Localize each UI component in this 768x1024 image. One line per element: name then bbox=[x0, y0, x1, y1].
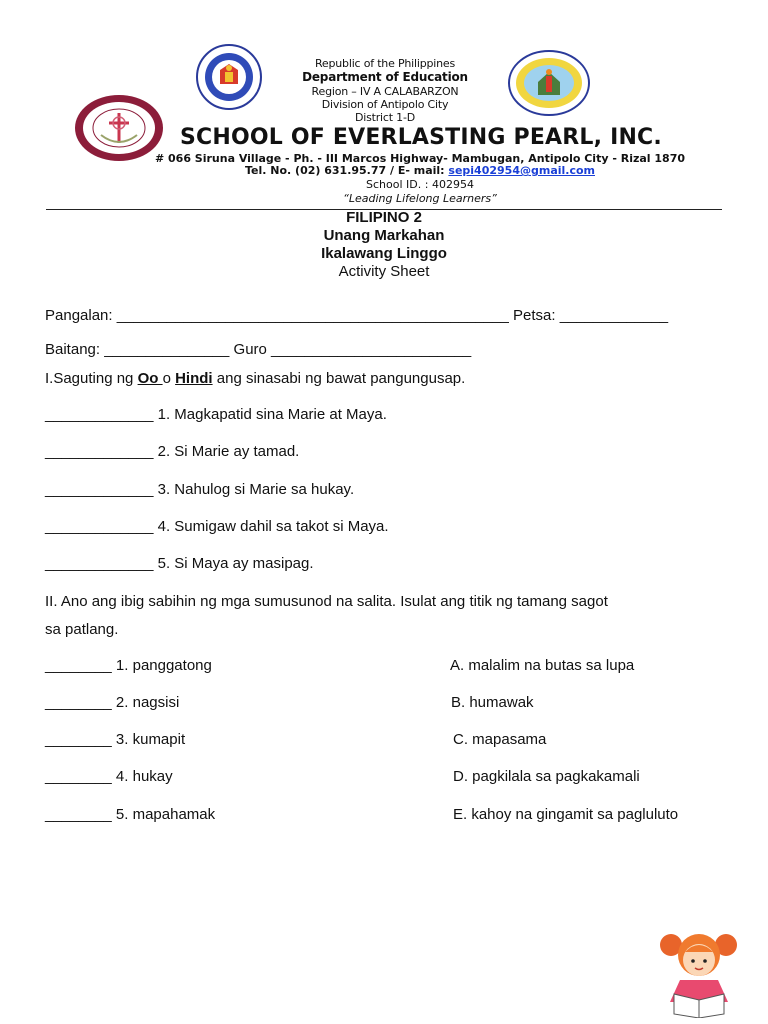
oo-keyword: Oo bbox=[137, 370, 163, 387]
answer-blank[interactable]: _____________ bbox=[45, 518, 154, 535]
word-text: 2. nagsisi bbox=[115, 694, 180, 711]
part2-item bbox=[45, 768, 173, 785]
name-label: Pangalan: bbox=[45, 307, 117, 324]
hindi-keyword: Hindi bbox=[175, 370, 213, 387]
date-label: Petsa: bbox=[508, 307, 560, 324]
date-field[interactable]: _____________ bbox=[559, 307, 669, 324]
item-text: 3. Nahulog si Marie sa hukay. bbox=[157, 481, 355, 498]
answer-blank[interactable]: _____________ bbox=[45, 555, 154, 572]
part1-item bbox=[45, 443, 299, 460]
item-text: 2. Si Marie ay tamad. bbox=[157, 443, 300, 460]
word-text: 4. hukay bbox=[115, 768, 173, 785]
item-text: 5. Si Maya ay masipag. bbox=[157, 555, 314, 572]
part2-choice: D. pagkilala sa pagkakamali bbox=[453, 768, 640, 785]
answer-blank[interactable]: ________ bbox=[45, 694, 112, 711]
part2-choice: B. humawak bbox=[451, 694, 534, 711]
answer-blank[interactable]: _____________ bbox=[45, 443, 154, 460]
part2-instruction-line1: II. Ano ang ibig sabihin ng mga sumusunod na salita. Isulat ang titik ng tamang sagot bbox=[45, 593, 608, 610]
part2-item bbox=[45, 657, 212, 674]
header-department: Department of Education bbox=[302, 70, 468, 84]
answer-blank[interactable]: ________ bbox=[45, 657, 112, 674]
reading-girl-illustration bbox=[658, 922, 740, 1023]
answer-blank[interactable]: _____________ bbox=[45, 406, 154, 423]
part1-instruction-suffix: ang sinasabi ng bawat pangungusap. bbox=[212, 370, 466, 387]
word-text: 3. kumapit bbox=[115, 731, 186, 748]
part1-item bbox=[45, 555, 314, 572]
name-field[interactable]: _______________________________________________ bbox=[116, 307, 509, 324]
part2-instruction-line2: sa patlang. bbox=[45, 621, 119, 638]
item-text: 4. Sumigaw dahil sa takot si Maya. bbox=[157, 518, 389, 535]
grade-field[interactable]: _______________ bbox=[104, 341, 230, 358]
item-text: 1. Magkapatid sina Marie at Maya. bbox=[157, 406, 387, 423]
grade-label: Baitang: bbox=[45, 341, 105, 358]
part2-choice: C. mapasama bbox=[453, 731, 547, 748]
school-address: # 066 Siruna Village - Ph. - III Marcos Highway- Mambugan, Antipolo City - Rizal 1870 bbox=[154, 152, 686, 165]
part1-item bbox=[45, 406, 387, 423]
subject-title: FILIPINO 2 bbox=[346, 209, 422, 226]
answer-blank[interactable]: _____________ bbox=[45, 481, 154, 498]
header-region: Region – IV A CALABARZON bbox=[311, 85, 459, 98]
answer-blank[interactable]: ________ bbox=[45, 806, 112, 823]
header-country: Republic of the Philippines bbox=[314, 57, 456, 70]
part2-item bbox=[45, 731, 185, 748]
teacher-label: Guro bbox=[229, 341, 272, 358]
part1-instruction bbox=[45, 370, 465, 387]
word-text: 1. panggatong bbox=[115, 657, 212, 674]
grade-teacher-row bbox=[45, 341, 471, 358]
school-id: School ID. : 402954 bbox=[366, 178, 474, 191]
school-contact bbox=[140, 164, 700, 177]
part2-item bbox=[45, 694, 179, 711]
part1-instruction-middle: o bbox=[162, 370, 176, 387]
answer-blank[interactable]: ________ bbox=[45, 768, 112, 785]
email-link[interactable]: sepi402954@gmail.com bbox=[448, 164, 595, 177]
telephone-text: Tel. No. (02) 631.95.77 / E- mail: bbox=[244, 164, 449, 177]
school-motto: “Leading Lifelong Learners” bbox=[343, 192, 497, 205]
part1-instruction-prefix: I.Saguting ng bbox=[45, 370, 138, 387]
sheet-title: Activity Sheet bbox=[338, 263, 430, 280]
header-district: District 1-D bbox=[354, 111, 416, 124]
part1-item bbox=[45, 481, 354, 498]
name-date-row bbox=[45, 307, 668, 324]
part2-item bbox=[45, 806, 215, 823]
teacher-field[interactable]: ________________________ bbox=[271, 341, 472, 358]
school-name: SCHOOL OF EVERLASTING PEARL, INC. bbox=[180, 125, 662, 150]
part2-choice: A. malalim na butas sa lupa bbox=[450, 657, 635, 674]
header-division: Division of Antipolo City bbox=[321, 98, 449, 111]
answer-blank[interactable]: ________ bbox=[45, 731, 112, 748]
part2-choice: E. kahoy na gingamit sa pagluluto bbox=[453, 806, 679, 823]
quarter-title: Unang Markahan bbox=[323, 227, 445, 244]
week-title: Ikalawang Linggo bbox=[321, 245, 447, 262]
word-text: 5. mapahamak bbox=[115, 806, 216, 823]
part1-item bbox=[45, 518, 389, 535]
